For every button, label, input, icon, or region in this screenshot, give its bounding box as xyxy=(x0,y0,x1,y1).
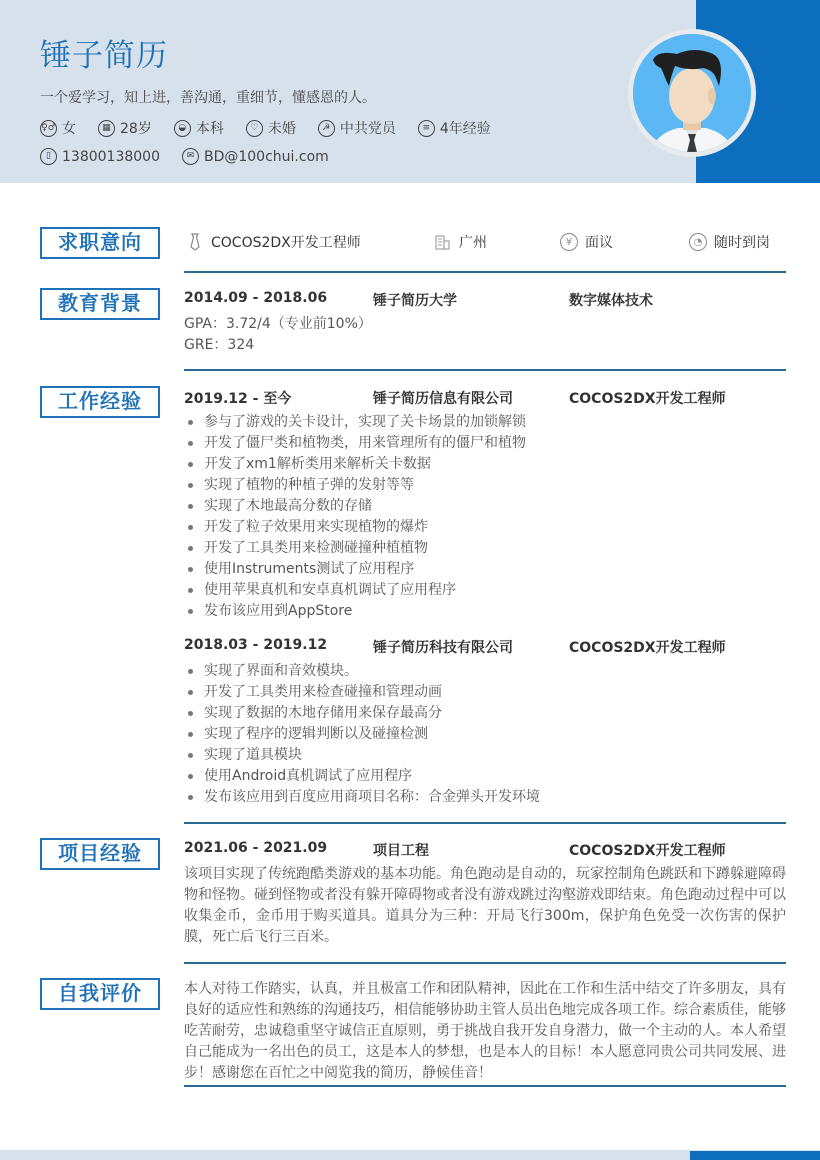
avatar xyxy=(628,29,756,157)
job-entry-header xyxy=(184,388,786,408)
section-title-intent: 求职意向 xyxy=(40,227,160,259)
job-intent-row xyxy=(184,232,786,254)
list-item: 开发了粒子效果用来实现植物的爆炸 xyxy=(184,517,786,538)
project-description: 该项目实现了传统跑酷类游戏的基本功能。角色跑动是自动的，玩家控制角色跳跃和下蹲躲避障碍物和怪物。碰到怪物或者没有躲开障碍物或者没有游戏跳过沟壑游戏即结束。角色跑动过程中可以收集金币，金币用于购买道具。道具分为三种：开局飞行300m，保护角色免受一次伤害的保护膜，死亡后飞行三百米。 xyxy=(184,866,786,945)
intent-city-text: 广州 xyxy=(459,235,487,251)
education-details xyxy=(184,314,786,356)
list-item: 实现了木地最高分数的存储 xyxy=(184,496,786,517)
intent-position xyxy=(186,232,361,252)
tie-icon xyxy=(186,233,204,251)
info-degree xyxy=(174,118,224,138)
avatar-illustration xyxy=(633,34,751,152)
divider xyxy=(184,962,786,964)
info-age xyxy=(98,118,152,138)
list-item: 实现了道具模块 xyxy=(184,745,786,766)
list-item: 实现了数据的木地存储用来保存最高分 xyxy=(184,703,786,724)
education-major: 数字媒体技术 xyxy=(569,293,653,309)
divider xyxy=(184,369,786,371)
education-entry-header xyxy=(184,290,786,310)
intent-salary xyxy=(560,232,613,252)
info-experience xyxy=(418,118,491,138)
list-item: 开发了工具类用来检测碰撞种植植物 xyxy=(184,538,786,559)
contact-email xyxy=(182,148,329,165)
person-avatar-icon xyxy=(633,34,751,152)
list-item: 开发了工具类用来检查碰撞和管理动画 xyxy=(184,682,786,703)
education-gre: GRE：324 xyxy=(184,337,255,353)
education-school: 锤子简历大学 xyxy=(373,293,457,309)
education-period: 2014.09 - 2018.06 xyxy=(184,290,328,306)
list-item: 发布该应用到AppStore xyxy=(184,601,786,622)
email-text: BD@100chui.com xyxy=(203,148,329,165)
calendar-icon: ▦ xyxy=(98,120,115,137)
list-item: 实现了程序的逻辑判断以及碰撞检测 xyxy=(184,724,786,745)
project-period: 2021.06 - 2021.09 xyxy=(184,840,328,856)
list-item: 参与了游戏的关卡设计，实现了关卡场景的加锁解锁 xyxy=(184,412,786,433)
section-title-work: 工作经验 xyxy=(40,386,160,418)
list-item: 使用Instruments测试了应用程序 xyxy=(184,559,786,580)
intent-availability xyxy=(689,232,770,252)
job-entry-header xyxy=(184,637,786,657)
section-title-education: 教育背景 xyxy=(40,288,160,320)
contact-phone xyxy=(40,148,160,165)
hearts-icon: ♡ xyxy=(246,120,263,137)
contact-row xyxy=(40,148,351,165)
job-period: 2018.03 - 2019.12 xyxy=(184,637,328,653)
job-bullet-list xyxy=(184,412,786,622)
divider xyxy=(184,822,786,824)
info-age-text: 28岁 xyxy=(120,121,152,137)
document-icon: ≡ xyxy=(418,120,435,137)
list-item: 使用Android真机调试了应用程序 xyxy=(184,766,786,787)
info-marital-text: 未婚 xyxy=(267,121,296,137)
info-experience-text: 4年经验 xyxy=(439,121,491,137)
list-item: 使用苹果真机和安卓真机调试了应用程序 xyxy=(184,580,786,601)
job-company: 锤子简历科技有限公司 xyxy=(373,640,513,656)
job-company: 锤子简历信息有限公司 xyxy=(373,391,513,407)
job-period: 2019.12 - 至今 xyxy=(184,391,292,407)
list-item: 实现了植物的种植子弹的发射等等 xyxy=(184,475,786,496)
intent-availability-text: 随时到岗 xyxy=(714,235,770,251)
intent-salary-text: 面议 xyxy=(585,235,613,251)
education-gpa: GPA：3.72/4（专业前10%） xyxy=(184,316,372,332)
phone-icon: ▯ xyxy=(40,148,57,165)
info-marital xyxy=(246,118,296,138)
graduation-cap-icon: ◒ xyxy=(174,120,191,137)
yen-icon: ¥ xyxy=(560,233,578,251)
info-political xyxy=(318,118,396,138)
job-bullet-list xyxy=(184,661,786,808)
footer-accent-block xyxy=(690,1151,820,1160)
section-title-project: 项目经验 xyxy=(40,838,160,870)
project-role: COCOS2DX开发工程师 xyxy=(569,843,726,859)
gender-icon: ♀♂ xyxy=(40,120,57,137)
self-evaluation-text: 本人对待工作踏实，认真，并且极富工作和团队精神，因此在工作和生活中结交了许多朋友，具有良好的适应性和熟练的沟通技巧，相信能够协助主管人员出色地完成各项工作。综合素质佳，能够吃苦耐劳，忠诚稳重坚守诚信正直原则，勇于挑战自我开发自身潜力，做一个主动的人。本人希望自己能成为一名出色的员工，这是本人的梦想，也是本人的目标！本人愿意同贵公司共同发展、进步！感谢您在百忙之中阅览我的简历，静候佳音！ xyxy=(184,981,786,1081)
divider xyxy=(184,1085,786,1087)
info-gender xyxy=(40,118,76,138)
info-gender-text: 女 xyxy=(62,121,76,137)
list-item: 发布该应用到百度应用商项目名称：合金弹头开发环境 xyxy=(184,787,786,808)
phone-text: 13800138000 xyxy=(62,148,160,165)
job-role: COCOS2DX开发工程师 xyxy=(569,640,726,656)
motto: 一个爱学习，知上进，善沟通，重细节，懂感恩的人。 xyxy=(40,90,376,106)
personal-info-row xyxy=(40,118,513,138)
party-emblem-icon: ☭ xyxy=(318,120,335,137)
intent-position-text: COCOS2DX开发工程师 xyxy=(211,235,361,251)
list-item: 开发了xm1解析类用来解析关卡数据 xyxy=(184,454,786,475)
section-title-self-evaluation: 自我评价 xyxy=(40,978,160,1010)
clock-icon: ◔ xyxy=(689,233,707,251)
list-item: 开发了僵尸类和植物类，用来管理所有的僵尸和植物 xyxy=(184,433,786,454)
intent-city xyxy=(434,232,487,252)
info-degree-text: 本科 xyxy=(195,121,224,137)
building-icon xyxy=(434,233,452,251)
info-political-text: 中共党员 xyxy=(339,121,396,137)
resume-name: 锤子简历 xyxy=(40,38,168,74)
job-role: COCOS2DX开发工程师 xyxy=(569,391,726,407)
divider xyxy=(184,271,786,273)
project-name: 项目工程 xyxy=(373,843,429,859)
list-item: 实现了界面和音效模块。 xyxy=(184,661,786,682)
mail-icon: ✉ xyxy=(182,148,199,165)
project-entry-header xyxy=(184,840,786,860)
